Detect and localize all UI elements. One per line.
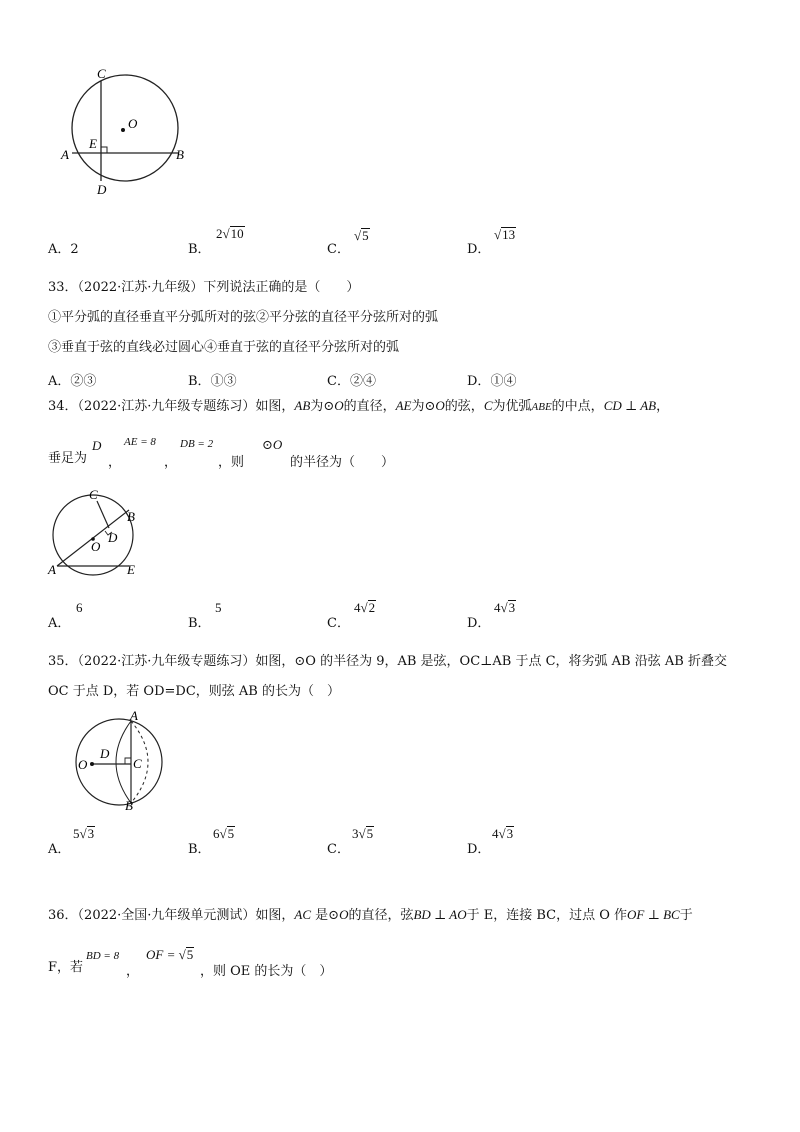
q35-option-d-value: 4√3 (492, 826, 514, 841)
q32-figure (55, 68, 195, 196)
q34-label-b: B (127, 509, 135, 524)
q35-right-angle (125, 758, 131, 764)
q35-option-c: C． (327, 842, 350, 857)
q35-center-dot (90, 762, 94, 766)
q34-db-eq: DB = 2 (180, 438, 214, 450)
q34-label-d: D (108, 530, 118, 545)
q35-figure (75, 708, 170, 811)
q35-label-a: A (130, 708, 138, 723)
q35-option-b: B． (188, 842, 211, 857)
q34-stem-line-2-text: 垂足为 (48, 451, 88, 466)
q34-var-d: D (92, 438, 102, 453)
q36-bd-eq: BD = 8 (86, 950, 120, 962)
q32-label-e: E (89, 136, 97, 151)
q34-option-b-value: 5 (215, 600, 222, 615)
q34-comma-2: ， (164, 455, 178, 470)
q34-option-d-value: 4√3 (494, 600, 516, 615)
q35-label-c: C (133, 756, 142, 771)
q32-label-b: B (176, 147, 184, 162)
q35-circle (76, 719, 162, 805)
q33-option-d: D．①④ (467, 374, 517, 389)
q35-label-d: D (100, 746, 110, 761)
q32-label-o: O (128, 116, 138, 131)
q32-label-c: C (97, 68, 106, 81)
q35-option-c-value: 3√5 (352, 826, 374, 841)
q34-then: ，则 (218, 455, 245, 470)
q36-stem-line-2-start: F，若 (48, 960, 84, 975)
q34-stem-end: 的半径为（ ） (290, 455, 395, 470)
q32-option-b-value: 2√10 (216, 226, 244, 241)
q34-label-o: O (91, 539, 101, 554)
q32-option-c-value: √5 (354, 228, 369, 243)
q32-center-dot (121, 128, 125, 132)
q32-right-angle (101, 147, 107, 153)
q35-option-a-value: 5√3 (73, 826, 95, 841)
q34-label-a: A (48, 562, 56, 577)
q36-stem-end: ，则 OE 的长为（ ） (200, 964, 333, 979)
q34-option-a: A． (48, 616, 71, 631)
q36-of-eq: OF = √5 (146, 947, 194, 962)
q35-option-d: D． (467, 842, 491, 857)
q35-option-a: A． (48, 842, 71, 857)
q33-stem: 33．（2022·江苏·九年级）下列说法正确的是（ ） (48, 280, 360, 295)
q34-option-a-value: 6 (76, 600, 83, 615)
q33-statement-line-1: ①平分弧的直径垂直平分弧所对的弦②平分弦的直径平分弦所对的弧 (48, 310, 439, 325)
q33-option-b: B．①③ (188, 374, 237, 389)
q32-circle (72, 75, 178, 181)
q34-circle (53, 495, 133, 575)
q35-label-o: O (78, 757, 88, 772)
q35-arc-through-d (116, 721, 131, 803)
q34-figure (45, 488, 150, 583)
q36-stem-line-1: 36．（2022·全国·九年级单元测试）如图，AC 是⊙O的直径，弦BD ⊥ AO于 E，连接 BC，过点 O 作OF ⊥ BC于 (48, 907, 693, 923)
q32-option-c: C． (327, 242, 350, 257)
q34-option-d: D． (467, 616, 491, 631)
q32-option-d: D． (467, 242, 491, 257)
q34-label-c: C (89, 488, 98, 502)
q33-option-c: C．②④ (327, 374, 376, 389)
q34-label-e: E (127, 562, 135, 577)
q32-label-d: D (97, 182, 107, 196)
q32-option-a: A．2 (48, 242, 79, 257)
q32-option-b: B． (188, 242, 211, 257)
q34-comma-1: ， (108, 455, 122, 470)
q33-statement-line-2: ③垂直于弦的直线必过圆心④垂直于弦的直径平分弦所对的弧 (48, 340, 400, 355)
q35-stem-line-2: OC 于点 D，若 OD=DC，则弦 AB 的长为（ ） (48, 684, 340, 699)
q34-option-b: B． (188, 616, 211, 631)
q34-ae-eq: AE = 8 (124, 436, 156, 448)
q33-option-a: A．②③ (48, 374, 97, 389)
q34-stem-line-1: 34．（2022·江苏·九年级专题练习）如图，AB为⊙O的直径，AE为⊙O的弦，C为优弧ABE的中点，CD ⊥ AB， (48, 398, 670, 414)
q34-option-c: C． (327, 616, 350, 631)
q34-circle-o: ⊙O (262, 437, 283, 452)
q35-label-b: B (125, 798, 133, 811)
q36-comma: ， (126, 964, 140, 979)
q34-option-c-value: 4√2 (354, 600, 376, 615)
q34-segment-cd (97, 501, 109, 528)
q32-label-a: A (61, 147, 69, 162)
q35-stem-line-1: 35．（2022·江苏·九年级专题练习）如图，⊙O 的半径为 9，AB 是弦，OC⊥AB 于点 C，将劣弧 AB 沿弦 AB 折叠交 (48, 654, 727, 669)
q32-option-d-value: √13 (494, 227, 516, 242)
q35-option-b-value: 6√5 (213, 826, 235, 841)
